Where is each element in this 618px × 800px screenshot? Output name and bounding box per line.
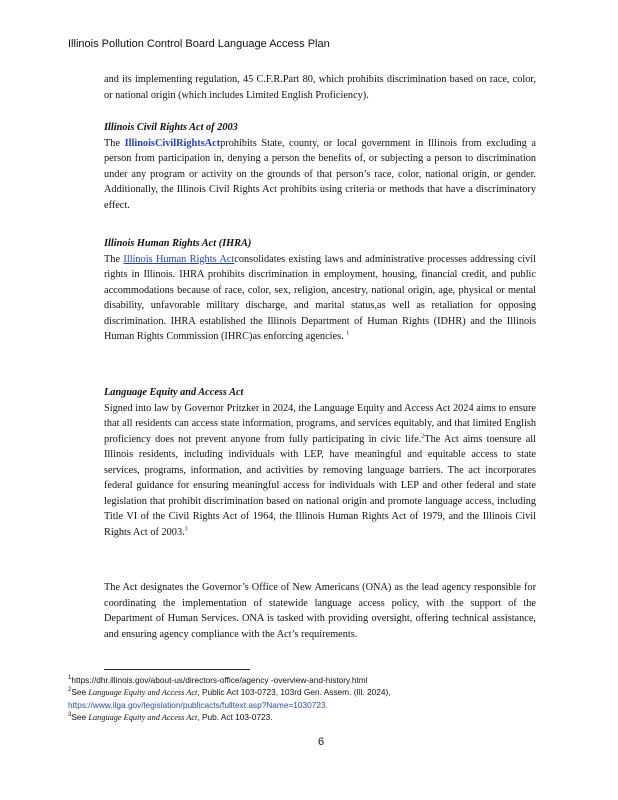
footnote-2-number: 2 [68,687,72,694]
footnote-2 [68,686,538,699]
footnote-3-number: 3 [68,712,72,719]
section-civil-rights [104,120,536,213]
civil-rights-text-after: prohibits State, county, or local government in Illinois from excluding a person from participation in, denying a person the benefits of, or subjecting a person to discrimination under any program or activity on the grounds of that person’s race, color, national origin, or gender. Additionally, the Illinois Civil Rights Act prohibits using criteria or methods that have a discriminatory effect. [104,137,536,211]
section-heading-human-rights: Illinois Human Rights Act (IHRA) [104,238,252,249]
footnote-ref-2[interactable]: 2 [421,433,425,440]
footnotes [68,674,538,724]
footnote-3 [68,711,538,724]
footnote-1-number: 1 [68,675,72,682]
intro-text: and its implementing regulation, 45 C.F.R.Part 80, which prohibits discrimination based on race, color, or national origin (which includes Limited English Proficiency). [104,74,536,101]
intro-paragraph [104,72,536,103]
footnote-3-title: Language Equity and Access Act [88,713,198,722]
footnote-3-see: See [71,712,89,722]
civil-rights-act-link[interactable]: IllinoisCivilRightsAct [124,137,221,149]
section-language-equity [104,385,536,540]
footnote-ref-3[interactable]: 3 [184,526,188,533]
human-rights-paragraph [104,252,536,345]
language-equity-text-1: Signed into law by Governor Pritzker in 2024, the Language Equity and Access Act 2024 aims to ensure that all residents can access state information, programs, and services equitably, and that limited English proficiency does not prevent anyone from fully participating in civic life. [104,402,536,445]
language-equity-paragraph [104,401,536,541]
civil-rights-text-before: The [104,137,125,149]
page-number: 6 [318,736,325,748]
language-equity-text-2: The Act aims toensure all Illinois residents, including individuals with LEP, have meaningful and equitable access to state services, programs, information, and activities by removing language barriers. The act incorporates federal guidance for ensuring meaningful access for individuals with LEP and other federal and state legislation that prohibit discrimination based on national origin and promote language access, including Title VI of the Civil Rights Act of 1964, the Illinois Human Rights Act of 1979, and the Illinois Civil Rights Act of 2003. [104,433,536,538]
footnote-1 [68,674,538,686]
civil-rights-paragraph [104,136,536,214]
section-ona [104,580,536,642]
human-rights-act-link[interactable]: Illinois Human Rights Act [123,253,235,265]
human-rights-text-before: The [104,253,124,265]
footnote-ref-1[interactable]: 1 [346,330,350,337]
footnote-2-link[interactable]: https://www.ilga.gov/legislation/publicacts/fulltext.asp?Name=1030723. [68,700,328,710]
section-heading-language-equity: Language Equity and Access Act [104,387,244,398]
human-rights-text-after: consolidates existing laws and administrative processes addressing civil rights in Illinois. IHRA prohibits discrimination in employment, housing, financial credit, and public accommodations because of race, color, sex, religion, ancestry, national origin, age, physical or mental disability, unfavorable military discharge, and marital status,as well as retaliation for opposing discrimination. IHRA established the Illinois Department of Human Rights (IDHR) and the Illinois Human Rights Commission (IHRC)as enforcing agencies. [104,253,536,342]
footnote-2-citation: , Public Act 103-0723, 103rd Gen. Assem. (Ill. 2024), [197,687,391,697]
footnote-1-url[interactable]: https://dhr.illinois.gov/about-us/directors-office/agency -overview-and-history.html [71,675,368,685]
page-header: Illinois Pollution Control Board Language Access Plan [68,38,330,50]
section-heading-civil-rights: Illinois Civil Rights Act of 2003 [104,122,238,133]
ona-paragraph: The Act designates the Governor’s Office of New Americans (ONA) as the lead agency responsible for coordinating the implementation of statewide language access policy, with the support of the Department of Human Services. ONA is tasked with providing oversight, offering technical assistance, and ensuring agency compliance with the Act’s requirements. [104,582,536,640]
footnote-separator [104,669,250,670]
footnote-2-link-line [68,699,538,711]
footnote-2-see: See [71,687,89,697]
section-human-rights [104,236,536,345]
footnote-2-title: Language Equity and Access Act [88,688,198,697]
footnote-3-citation: , Pub. Act 103-0723. [197,712,273,722]
